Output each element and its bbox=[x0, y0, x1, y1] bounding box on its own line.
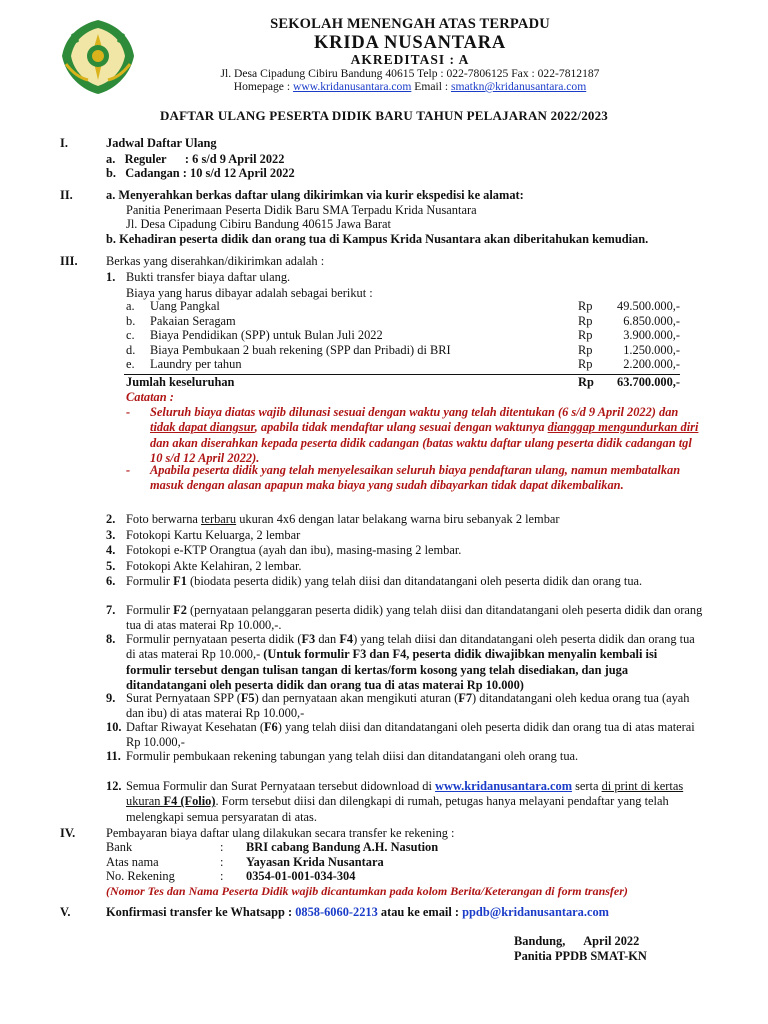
section-2-address-1: Panitia Penerimaan Peserta Didik Baru SMA Terpadu Krida Nusantara bbox=[126, 203, 477, 217]
fee-name: Uang Pangkal bbox=[150, 299, 220, 313]
signer: Panitia PPDB SMAT-KN bbox=[514, 949, 647, 963]
item-8-form-code-1: F3 bbox=[301, 632, 316, 646]
bank-field-colon: : bbox=[220, 840, 224, 854]
fee-letter: b. bbox=[126, 313, 136, 328]
fee-name: Biaya Pendidikan (SPP) untuk Bulan Juli 2022 bbox=[150, 328, 383, 343]
note-2: Apabila peserta didik yang telah menyelesaikan seluruh biaya pendaftaran ulang, namun membatalkan masuk dengan alasan apapun maka biaya yang sudah dibayarkan tidak dapat dikembalikan. bbox=[150, 463, 681, 493]
section-2-address-2: Jl. Desa Cipadung Cibiru Bandung 40615 Jawa Barat bbox=[126, 217, 391, 231]
fee-name: Pakaian Seragam bbox=[150, 313, 236, 328]
section-3-number: III. bbox=[60, 254, 78, 268]
total-label: Jumlah keseluruhan bbox=[126, 375, 235, 389]
email-link[interactable]: smatkn@kridanusantara.com bbox=[450, 80, 587, 93]
item-8-part-1: Formulir pernyataan peserta didik ( bbox=[126, 632, 302, 646]
place-date: Bandung, April 2022 bbox=[514, 934, 640, 948]
whatsapp-number[interactable]: 0858-6060-2213 bbox=[295, 905, 378, 919]
item-8-part-2: dan bbox=[315, 632, 340, 646]
item-12-number: 12. bbox=[106, 779, 122, 793]
item-11-text: Formulir pembukaan rekening tabungan yang telah diisi dan ditandatangani oleh orang tua. bbox=[126, 749, 579, 763]
note-1-dash: - bbox=[126, 405, 131, 419]
item-8-text bbox=[126, 632, 704, 693]
note-1-emphasis-2: dianggap mengundurkan diri bbox=[547, 420, 699, 435]
fee-amount: 1.250.000,- bbox=[623, 342, 680, 357]
total-amount: 63.700.000,- bbox=[617, 375, 680, 389]
fee-name: Laundry per tahun bbox=[150, 357, 242, 372]
bank-field-value: Yayasan Krida Nusantara bbox=[246, 854, 384, 869]
transfer-note: (Nomor Tes dan Nama Peserta Didik wajib dicantumkan pada kolom Berita/Keterangan di form transfer) bbox=[106, 884, 628, 898]
item-3-text: Fotokopi Kartu Keluarga, 2 lembar bbox=[126, 528, 301, 542]
item-12-part-2: serta bbox=[572, 779, 602, 793]
fee-currency: Rp bbox=[578, 357, 593, 372]
item-9-part-2: ) dan pernyataan akan mengikuti aturan ( bbox=[254, 691, 459, 705]
homepage-link[interactable]: www.kridanusantara.com bbox=[292, 80, 412, 93]
item-6-part-2: (biodata peserta didik) yang telah diisi dan ditandatangani oleh peserta didik dan orang tua. bbox=[186, 574, 643, 588]
fee-letter: e. bbox=[126, 357, 135, 372]
section-2-number: II. bbox=[60, 188, 73, 202]
item-10-part-1: Daftar Riwayat Kesehatan ( bbox=[126, 720, 264, 734]
section-2-b: b. Kehadiran peserta didik dan orang tua di Kampus Krida Nusantara akan diberitahukan kemudian. bbox=[106, 232, 649, 246]
item-9-part-3: ) ditandatangani oleh kedua orang tua (ayah dan ibu) di atas materai Rp 10.000,- bbox=[126, 691, 690, 721]
fee-amount: 2.200.000,- bbox=[623, 357, 680, 372]
fees-intro: Biaya yang harus dibayar adalah sebagai berikut : bbox=[126, 286, 373, 300]
section-3-intro: Berkas yang diserahkan/dikirimkan adalah : bbox=[106, 254, 325, 268]
item-3-number: 3. bbox=[106, 528, 116, 542]
bank-field-label: Atas nama bbox=[106, 854, 159, 869]
item-9-part-1: Surat Pernyataan SPP ( bbox=[126, 691, 241, 705]
item-12-text bbox=[126, 779, 704, 825]
item-2-emphasis: terbaru bbox=[201, 512, 237, 526]
email-label: Email : bbox=[411, 80, 451, 93]
item-6-number: 6. bbox=[106, 574, 116, 588]
fee-amount: 49.500.000,- bbox=[617, 299, 680, 313]
item-9-text bbox=[126, 691, 704, 722]
item-10-form-code: F6 bbox=[263, 720, 278, 734]
note-2-dash: - bbox=[126, 463, 131, 477]
item-2-part-1: Foto berwarna bbox=[126, 512, 202, 526]
fee-currency: Rp bbox=[578, 328, 593, 343]
item-5-number: 5. bbox=[106, 559, 116, 573]
item-12-paper-size: F4 (Folio) bbox=[163, 794, 216, 809]
school-name: KRIDA NUSANTARA bbox=[313, 33, 507, 53]
note-1-part-3: dan akan diserahkan kepada peserta didik cadangan (batas waktu daftar ulang peserta didik cadangan tgl 10 s/d 12 April 2022). bbox=[150, 435, 692, 465]
section-4-intro: Pembayaran biaya daftar ulang dilakukan secara transfer ke rekening : bbox=[106, 826, 455, 840]
fee-amount: 6.850.000,- bbox=[623, 313, 680, 328]
item-4-text: Fotokopi e-KTP Orangtua (ayah dan ibu), masing-masing 2 lembar. bbox=[126, 543, 462, 557]
item-2-text bbox=[126, 512, 704, 527]
item-9-number: 9. bbox=[106, 691, 116, 705]
item-8-part-3: ) yang telah diisi dan ditandatangani oleh peserta didik dan orang tua di atas materai Rp 10.000,- bbox=[126, 632, 695, 662]
confirmation-label: Konfirmasi transfer ke Whatsapp : bbox=[106, 905, 296, 919]
item-6-text bbox=[126, 574, 704, 589]
school-emblem-icon bbox=[52, 14, 144, 98]
schedule-backup: b. Cadangan : 10 s/d 12 April 2022 bbox=[106, 166, 295, 180]
item-11-number: 11. bbox=[106, 749, 121, 763]
section-2-a: a. Menyerahkan berkas daftar ulang dikirimkan via kurir ekspedisi ke alamat: bbox=[106, 188, 524, 202]
accreditation: AKREDITASI : A bbox=[350, 52, 470, 67]
schedule-regular: a. Reguler : 6 s/d 9 April 2022 bbox=[106, 152, 285, 166]
fee-currency: Rp bbox=[578, 342, 593, 357]
homepage-label: Homepage : bbox=[233, 80, 293, 93]
bank-field-value: 0354-01-001-034-304 bbox=[246, 869, 356, 884]
item-12-emphasis: di print di kertas ukuran bbox=[126, 779, 684, 809]
item-6-form-code: F1 bbox=[173, 574, 187, 588]
bank-field-label: No. Rekening bbox=[106, 869, 175, 884]
school-type: SEKOLAH MENENGAH ATAS TERPADU bbox=[270, 16, 550, 32]
section-4-number: IV. bbox=[60, 826, 76, 840]
fee-currency: Rp bbox=[578, 313, 593, 328]
notes-label: Catatan : bbox=[126, 390, 174, 404]
item-8-form-code-2: F4 bbox=[339, 632, 354, 646]
item-5-text: Fotokopi Akte Kelahiran, 2 lembar. bbox=[126, 559, 302, 573]
note-1 bbox=[150, 405, 706, 466]
item-8-number: 8. bbox=[106, 632, 116, 646]
item-12-part-3: . Form tersebut diisi dan dilengkapi di rumah, petugas hanya melayani pendaftar yang telah melengkapi semua persyaratan di atas. bbox=[126, 794, 669, 824]
item-7-number: 7. bbox=[106, 603, 116, 617]
item-6-part-1: Formulir bbox=[126, 574, 174, 588]
bank-field-colon: : bbox=[220, 869, 224, 884]
bank-field-colon: : bbox=[220, 854, 224, 869]
fee-letter: d. bbox=[126, 342, 136, 357]
fee-amount: 3.900.000,- bbox=[623, 328, 680, 343]
bank-field-label: Bank bbox=[106, 840, 133, 854]
total-currency: Rp bbox=[578, 375, 594, 389]
school-address: Jl. Desa Cipadung Cibiru Bandung 40615 Telp : 022-7806125 Fax : 022-7812187 bbox=[220, 67, 600, 80]
item-12-part-1: Semua Formulir dan Surat Pernyataan tersebut didownload di bbox=[126, 779, 436, 793]
fee-letter: c. bbox=[126, 328, 135, 343]
item-2-part-2: ukuran 4x6 dengan latar belakang warna biru sebanyak 2 lembar bbox=[236, 512, 560, 526]
fee-letter: a. bbox=[126, 299, 135, 313]
confirmation-line bbox=[106, 905, 609, 920]
bank-field-value: BRI cabang Bandung A.H. Nasution bbox=[246, 840, 439, 854]
item-7-part-2: (pernyataan pelanggaran peserta didik) yang telah diisi dan ditandatangani oleh peserta didik dan orang tua di atas materai Rp 10.000,-. bbox=[126, 603, 703, 633]
fee-currency: Rp bbox=[578, 299, 593, 313]
note-1-emphasis-1: tidak dapat diangsur bbox=[150, 420, 255, 435]
note-1-part-2: , apabila tidak mendaftar ulang sesuai dengan waktunya bbox=[254, 420, 548, 435]
item-2-number: 2. bbox=[106, 512, 116, 526]
item-10-number: 10. bbox=[106, 720, 122, 734]
item-1-number: 1. bbox=[106, 270, 116, 284]
download-link[interactable]: www.kridanusantara.com bbox=[435, 779, 573, 793]
section-5-number: V. bbox=[60, 905, 71, 919]
item-7-part-1: Formulir bbox=[126, 603, 174, 617]
document-title: DAFTAR ULANG PESERTA DIDIK BARU TAHUN PELAJARAN 2022/2023 bbox=[159, 108, 609, 123]
confirmation-email[interactable]: ppdb@kridanusantara.com bbox=[462, 905, 609, 919]
note-1-part-1: Seluruh biaya diatas wajib dilunasi sesuai dengan waktu yang telah ditentukan (6 s/d 9 April 2022) dan bbox=[150, 405, 679, 419]
contact-line bbox=[150, 80, 670, 94]
item-4-number: 4. bbox=[106, 543, 116, 557]
item-7-form-code: F2 bbox=[173, 603, 187, 617]
item-8-instruction: (Untuk formulir F3 dan F4, peserta didik diwajibkan menyalin kembali isi formulir tersebut dengan tulisan tangan di kertas/form kosong yang telah disediakan, dan juga ditandatangani oleh peserta didik dan orang tua di atas materai Rp 10.000) bbox=[126, 647, 658, 692]
item-9-form-code-2: F7 bbox=[458, 691, 473, 705]
section-1-heading: Jadwal Daftar Ulang bbox=[106, 136, 217, 150]
item-9-form-code-1: F5 bbox=[240, 691, 255, 705]
item-7-text bbox=[126, 603, 704, 634]
item-10-text bbox=[126, 720, 704, 751]
email-label-2: atau ke email : bbox=[377, 905, 463, 919]
item-10-part-2: ) yang telah diisi dan ditandatangani oleh peserta didik dan orang tua di atas materai Rp 10.000,- bbox=[126, 720, 695, 750]
section-1-number: I. bbox=[60, 136, 68, 150]
fee-name: Biaya Pembukaan 2 buah rekening (SPP dan Pribadi) di BRI bbox=[150, 342, 451, 357]
item-1-text: Bukti transfer biaya daftar ulang. bbox=[126, 270, 291, 284]
